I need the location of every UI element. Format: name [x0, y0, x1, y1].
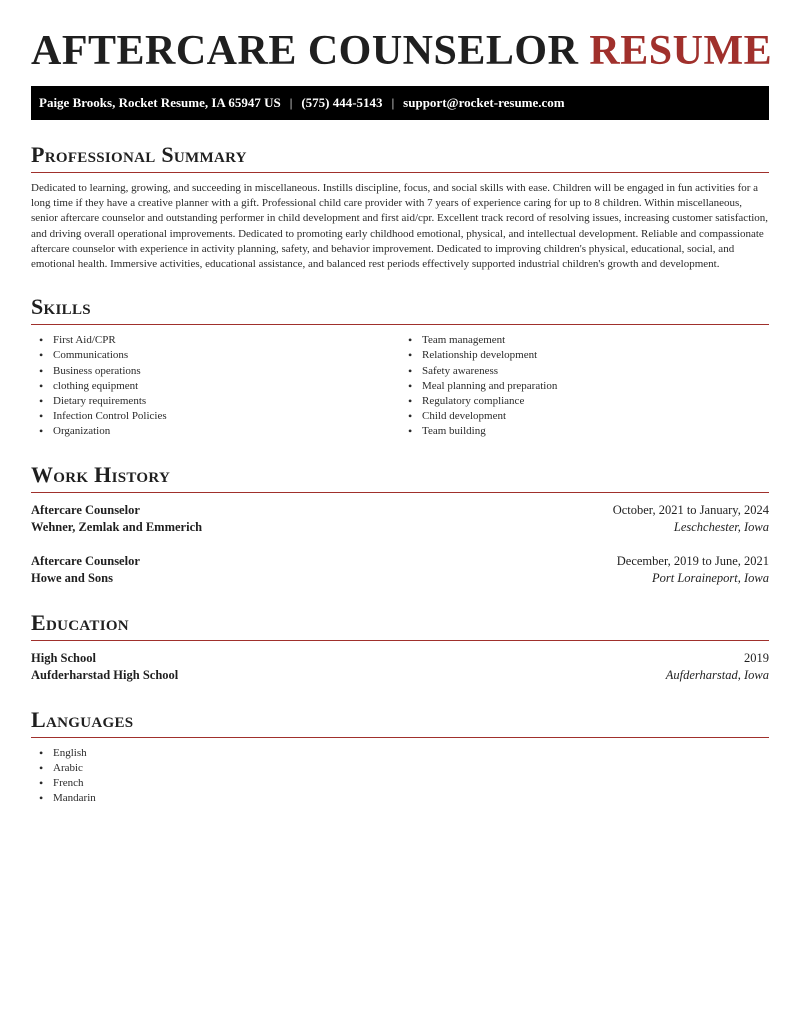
skill-item: • Team management	[400, 333, 769, 348]
skill-item: • Dietary requirements	[31, 394, 400, 409]
skill-item: • clothing equipment	[31, 379, 400, 394]
skill-item: • Organization	[31, 424, 400, 439]
contact-separator: |	[391, 95, 395, 110]
languages-section	[31, 707, 769, 807]
title-accent: RESUME	[589, 28, 773, 74]
job-entry	[31, 502, 769, 537]
education-heading: Education	[31, 609, 129, 635]
education-section	[31, 610, 769, 685]
skill-item: • Business operations	[31, 364, 400, 379]
skill-item: • Safety awareness	[400, 364, 769, 379]
education-entry	[31, 650, 769, 685]
section-divider	[31, 737, 769, 738]
language-item: • English	[31, 746, 769, 761]
work-history-section	[31, 462, 769, 588]
skills-list-left	[31, 333, 400, 439]
skills-heading: Skills	[31, 294, 91, 320]
section-divider	[31, 324, 769, 325]
job-dates: October, 2021 to January, 2024	[612, 502, 769, 517]
education-year: 2019	[744, 650, 769, 665]
summary-heading: Professional Summary	[31, 142, 247, 167]
education-location: Aufderharstad, Iowa	[665, 668, 769, 683]
work-history-heading: Work History	[31, 461, 171, 487]
job-location: Leschchester, Iowa	[673, 520, 769, 535]
language-item: • French	[31, 776, 769, 791]
contact-phone: (575) 444-5143	[301, 95, 383, 110]
title-main: AFTERCARE COUNSELOR	[31, 28, 579, 74]
section-divider	[31, 492, 769, 493]
skill-item: • First Aid/CPR	[31, 333, 400, 348]
resume-page	[31, 0, 773, 806]
contact-address: Paige Brooks, Rocket Resume, IA 65947 US	[39, 95, 281, 110]
education-school: Aufderharstad High School	[31, 668, 179, 683]
skills-section	[31, 294, 769, 439]
contact-bar	[31, 86, 769, 120]
education-degree: High School	[31, 650, 96, 665]
contact-separator: |	[289, 95, 293, 110]
language-item: • Mandarin	[31, 791, 769, 806]
skills-columns	[31, 333, 769, 439]
job-entry	[31, 553, 769, 588]
summary-text: Dedicated to learning, growing, and succeeding in miscellaneous. Instills discipline, focus, and social skills with ease. Children will be engaged in fun activities for a long time if they have a creative planner with a gift. Professional child care provider with 7 years of experience caring for up to 8 children. Within miscellaneous, senior aftercare counselor and outstanding performer in child development and first aid/cpr. Excellent track record of resolving issues, increasing customer satisfaction, and driving overall operational improvements. Dedicated to promoting early childhood emotional, physical, and intellectual development. Reliable and compassionate aftercare counselor with experience in activity planning, safety, and behavior improvement. Dedicated to improving children's physical, educational, social, and emotional health. Immersive activities, educational assistance, and balanced rest periods effectively supported industrial children's growth and development.	[31, 182, 769, 271]
languages-heading: Languages	[31, 706, 134, 732]
skill-item: • Infection Control Policies	[31, 409, 400, 424]
skill-item: • Communications	[31, 348, 400, 363]
summary-section	[31, 142, 769, 272]
section-divider	[31, 640, 769, 641]
section-divider	[31, 172, 769, 173]
skill-item: • Team building	[400, 424, 769, 439]
skill-item: • Meal planning and preparation	[400, 379, 769, 394]
job-title: Aftercare Counselor	[31, 502, 140, 517]
job-title: Aftercare Counselor	[31, 553, 140, 568]
contact-email: support@rocket-resume.com	[403, 95, 565, 110]
job-dates: December, 2019 to June, 2021	[616, 553, 769, 568]
languages-list	[31, 746, 769, 807]
skill-item: • Relationship development	[400, 348, 769, 363]
skills-list-right	[400, 333, 769, 439]
job-company: Howe and Sons	[31, 571, 113, 586]
resume-title	[31, 28, 773, 74]
language-item: • Arabic	[31, 761, 769, 776]
skill-item: • Regulatory compliance	[400, 394, 769, 409]
job-company: Wehner, Zemlak and Emmerich	[31, 520, 203, 535]
job-location: Port Loraineport, Iowa	[651, 571, 769, 586]
skill-item: • Child development	[400, 409, 769, 424]
